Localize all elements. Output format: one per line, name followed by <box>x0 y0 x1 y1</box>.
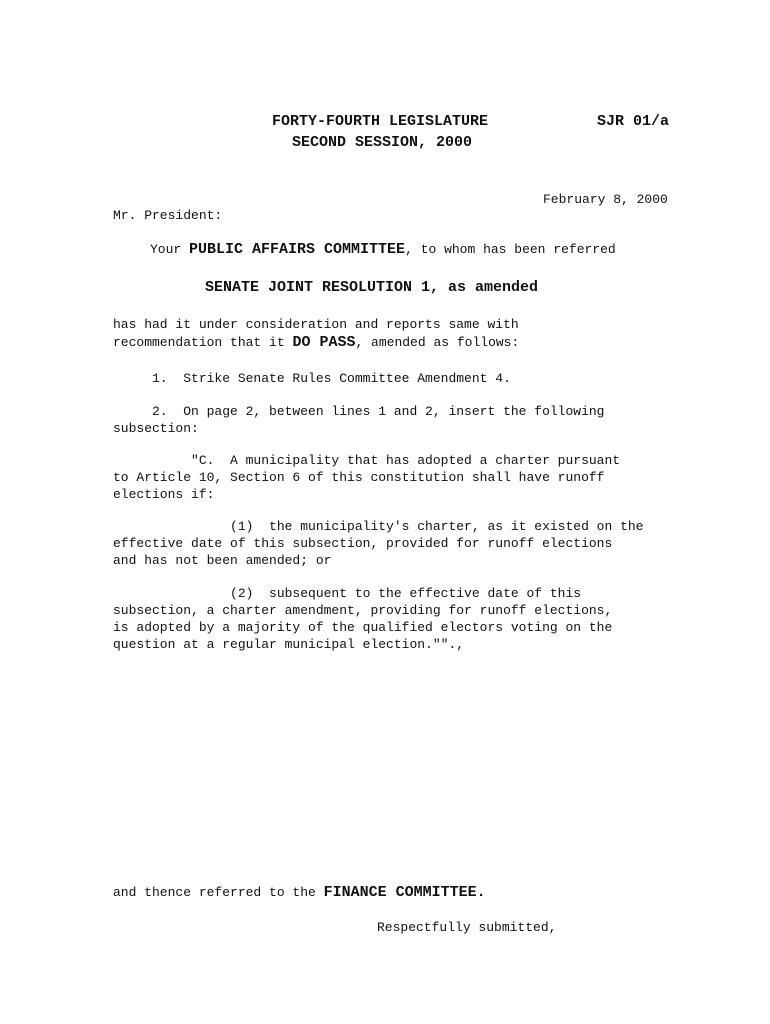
amendment-item-2-line-1: 2. On page 2, between lines 1 and 2, insert the following <box>113 404 605 419</box>
signoff: Respectfully submitted, <box>377 920 557 935</box>
quote-line-2: to Article 10, Section 6 of this constitution shall have runoff <box>113 470 605 485</box>
referral-suffix: , to whom has been referred <box>405 242 616 257</box>
subsection-2-line-3: is adopted by a majority of the qualified electors voting on the <box>113 620 613 635</box>
report-line-1: has had it under consideration and reports same with <box>113 317 519 332</box>
referral-prefix: Your <box>150 242 190 257</box>
subsection-1-line-3: and has not been amended; or <box>113 553 332 568</box>
finance-committee: FINANCE COMMITTEE. <box>323 884 486 901</box>
quote-line-1: "C. A municipality that has adopted a charter pursuant <box>113 453 621 468</box>
amendment-item-1: 1. Strike Senate Rules Committee Amendment 4. <box>113 371 511 386</box>
salutation: Mr. President: <box>113 208 223 223</box>
subsection-1-line-1: (1) the municipality's charter, as it existed on the <box>113 519 644 534</box>
quote-line-3: elections if: <box>113 487 215 502</box>
subsection-2-line-4: question at a regular municipal election.""., <box>113 637 465 652</box>
do-pass-action: DO PASS <box>292 334 356 351</box>
report-line-2 <box>113 334 519 351</box>
report-date: February 8, 2000 <box>543 192 668 207</box>
referral-closing-prefix: and thence referred to the <box>113 885 324 900</box>
amendment-item-2-line-2: subsection: <box>113 421 199 436</box>
resolution-title: SENATE JOINT RESOLUTION 1, as amended <box>205 279 539 296</box>
committee-name: PUBLIC AFFAIRS COMMITTEE <box>189 241 406 258</box>
referral-line <box>150 241 616 258</box>
subsection-2-line-2: subsection, a charter amendment, providing for runoff elections, <box>113 603 613 618</box>
bill-id: SJR 01/a <box>597 113 670 130</box>
report-line-2-suffix: , amended as follows: <box>355 335 520 350</box>
legislature-heading: FORTY-FOURTH LEGISLATURE <box>272 113 489 130</box>
report-line-2-prefix: recommendation that it <box>113 335 293 350</box>
referral-closing <box>113 884 486 901</box>
subsection-1-line-2: effective date of this subsection, provided for runoff elections <box>113 536 613 551</box>
session-heading: SECOND SESSION, 2000 <box>292 134 473 151</box>
subsection-2-line-1: (2) subsequent to the effective date of this <box>113 586 582 601</box>
